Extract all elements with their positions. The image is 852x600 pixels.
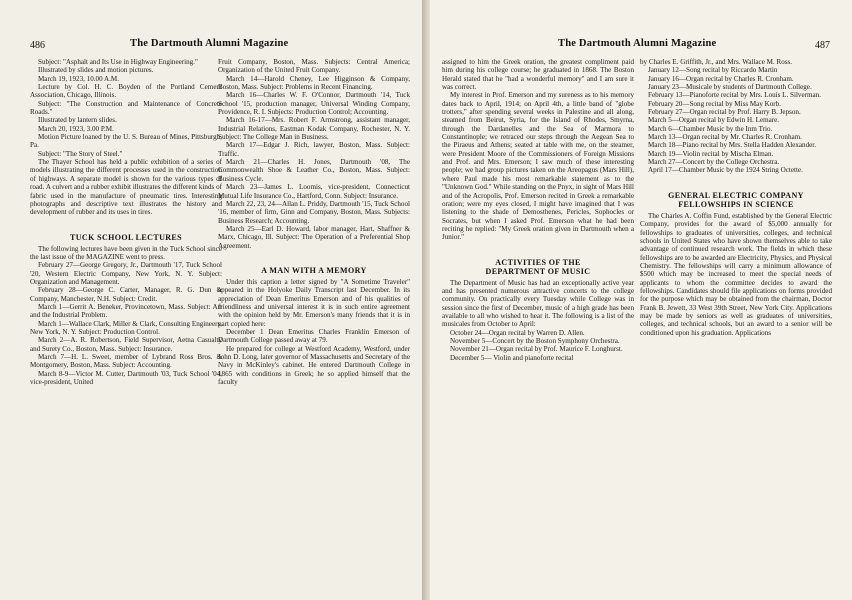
paragraph: The following lectures have been given in the Tuck School since the last issue of the MAGAZINE went to press.: [30, 244, 222, 261]
paragraph: by Charles E. Griffith, Jr., and Mrs. Wallace M. Ross.: [640, 58, 793, 66]
paragraph: February 27—Organ recital by Prof. Harry B. Jepson.: [648, 108, 801, 117]
paragraph: March 21—Charles H. Jones, Dartmouth '08, The Commonwealth Shoe & Leather Co., Boston, Mass. Subject: Business Cycle.: [218, 158, 410, 183]
paragraph: March 1—Wallace Clark, Miller & Clark, Consulting Engineers, New York, N. Y. Subject: Production Control.: [30, 319, 222, 336]
paragraph: assigned to him the Greek oration, the greatest compliment paid him during his college course; he graduated in 1868. The Boston Herald stated that he "had a wonderful memory" and I am sure it was correct.: [442, 58, 634, 92]
paragraph: March 17—Edgar J. Rich, lawyer, Boston, Mass. Subject: Traffic.: [218, 141, 410, 158]
paragraph: Illustrated by lantern slides.: [38, 116, 117, 125]
paragraph: Under this caption a letter signed by "A Sometime Traveler" appeared in the Holyoke Daily Transcript last December. In its appreciation of Dean Emeritus Emerson and of his qualities of friendliness and universal interest it is in such entire agreement with the opinion held by Mr. Emerson's many friends that it is in part copied here:: [218, 277, 410, 328]
paragraph: February 28—George C. Carter, Manager, R. G. Dun & Company, Manchester, N.H. Subject: Credit.: [30, 286, 222, 303]
section-heading: A MAN WITH A MEMORY: [261, 265, 367, 275]
paragraph: December 1 Dean Emeritus Charles Franklin Emerson of Dartmouth College passed away at 79.: [218, 327, 410, 345]
right-column-2: [640, 58, 832, 337]
paragraph: Subject: "Asphalt and Its Use in Highway Engineering.": [38, 58, 198, 66]
paragraph: January 16—Organ recital by Charles R. Cronham.: [648, 74, 794, 83]
paragraph: Fruit Company, Boston, Mass. Subjects: Central America; Organization of the United Fruit Company.: [218, 58, 410, 75]
paragraph: March 7—H. L. Sweet, member of Lybrand Ross Bros. & Montgomery, Boston, Mass. Subject: Accounting.: [30, 353, 222, 370]
paragraph: March 27—Concert by the College Orchestra.: [648, 158, 780, 167]
paragraph: November 21—Organ recital by Prof. Maurice F. Longhurst.: [450, 345, 623, 354]
page-number: 486: [30, 40, 45, 51]
paragraph: October 24—Organ recital by Warren D. Allen.: [450, 328, 585, 337]
heading-line: GENERAL ELECTRIC COMPANY: [668, 190, 804, 200]
paragraph: March 13—Organ recital by Mr. Charles R. Cronham.: [648, 133, 802, 142]
heading-line: ACTIVITIES OF THE: [495, 257, 581, 267]
paragraph: The Charles A. Coffin Fund, established by the General Electric Company, provides for the award of $5,000 annually for fellowships to graduates of universities, colleges, and technical schools in United States who have shown themselves able to take advantage of continued research work. The fields in which these fellowships are to be awarded are Electricity, Physics, and Physical Chemistry. The fellowships will carry a minimum allowance of $500 which may be increased to meet the special needs of applicants to whom the committee decides to award the fellowships. Candidates should file applications on forms provided for the purpose which may be obtained from the chairman, Doctor Frank B. Jewett, 33 West 39th Street, New York City. Applications may be made by seniors as well as graduates of universities, colleges, and technical schools, but an award to a senior will be conditioned upon his graduation. Applications: [640, 211, 832, 337]
left-page: [0, 0, 422, 600]
section-heading: [640, 191, 832, 209]
paragraph: March 19—Violin recital by Mischa Elman.: [648, 149, 774, 158]
paragraph: February 13—Pianoforte recital by Mrs. Louis L. Silverman.: [648, 91, 821, 100]
paragraph: March 1—Gerrit A. Beneker, Provincetown, Mass. Subject: Art and the Industrial Problem.: [30, 302, 222, 320]
running-title: The Dartmouth Alumni Magazine: [558, 38, 717, 49]
paragraph: January 23—Musicale by students of Dartmouth College.: [648, 83, 812, 92]
running-title: The Dartmouth Alumni Magazine: [130, 38, 289, 49]
paragraph: March 18—Piano recital by Mrs. Stella Hadden Alexander.: [648, 141, 817, 150]
paragraph: March 16—Charles W. F. O'Connor, Dartmouth '14, Tuck School '15, production manager, Universal Winding Company, Providence, R. I. Subjects: Production Control; Accounting.: [218, 91, 410, 117]
paragraph: March 16-17—Mrs. Robert F. Armstrong, assistant manager, Industrial Relations, Eastman Kodak Company, Rochester, N. Y. Subject: The College Man in Business.: [218, 116, 410, 142]
left-column-2: [218, 58, 410, 386]
left-column-1: [30, 58, 222, 386]
paragraph: March 6—Chamber Music by the Inm Trio.: [648, 124, 773, 133]
paragraph: The Thayer School has held a public exhibition of a series of models illustrating the different processes used in the construction of highways. A separate model is shown for the various types of road. A culvert and a rubber exhibit illustrates the different kinds of fabric used in the manufacture of pneumatic tires. Interesting photographs and descriptive text illustrates the history and development of rubber and its uses in tires.: [30, 158, 222, 217]
paragraph: Lecture by Col. H. C. Boyden of the Portland Cement Association, Chicago, Illinois.: [30, 83, 222, 100]
paragraph: March 2—A. R. Robertson, Field Supervisor, Aetna Casualty and Surety Co., Boston, Mass. Subject: Insurance.: [30, 336, 222, 353]
paragraph: March 20, 1923, 3.00 P.M.: [38, 124, 114, 133]
paragraph: December 5— Violin and pianoforte recital: [450, 353, 574, 362]
paragraph: Subject: "The Story of Steel.": [38, 149, 123, 158]
paragraph: March 14—Harold Cheney, Lee Higginson & Company, Boston, Mass. Subject: Problems in Recent Financing.: [218, 74, 410, 92]
paragraph: February 20—Song recital by Miss May Korb.: [648, 99, 781, 108]
paragraph: January 12—Song recital by Riccardo Martin: [648, 66, 778, 75]
paragraph: Motion Picture loaned by the U. S. Bureau of Mines, Pittsburgh, Pa.: [30, 133, 222, 150]
paragraph: March 5—Organ recital by Edwin H. Lemare.: [648, 116, 780, 125]
heading-line: FELLOWSHIPS IN SCIENCE: [678, 199, 794, 209]
section-heading: [442, 258, 634, 276]
paragraph: He prepared for college at Westford Academy, Westford, under John D. Long, later governor of Massachusetts and Secretary of the Navy in McKinley's cabinet. He entered Dartmouth College in 1865 with conditions in Greek; he so applied himself that the faculty: [218, 344, 410, 387]
section-heading: TUCK SCHOOL LECTURES: [69, 232, 183, 242]
paragraph: April 17—Chamber Music by the 1924 String Octette.: [648, 166, 803, 175]
paragraph: March 23—James L. Loomis, vice-president, Connecticut Mutual Life Insurance Co., Hartford, Conn. Subject: Insurance.: [218, 183, 410, 200]
paragraph: My interest in Prof. Emerson and my sureness as to his memory dates back to April, 1914; on April 4th, a little band of "globe trotters," after spending several weeks in Palestine and all along, steamed from Beirut, Syria, for the Island of Rhodes, Smyrna, through the Dardanelles and the Sea of Marmora to Constantinople; we retraced our steps through the Aegean Sea to the Piraeus and Athens; seated at table with me, on the steamer, were President Moore of the Commissioners of Foreign Missions and Prof. and Mrs. Emerson; I saw much of these interesting people; we had group pictures taken on the Areopagus (Mars Hill), where Paul made his most remarkable statement as to the "Unknown God." While standing on the Pnyx, in sight of Mars Hill and of the Acropolis, Prof. Emerson recited in Greek a remarkable oration; were my eyes closed, I might have imagined that I was listening to the shade of Demosthenes, Pericles, Sophocles or Socrates, but when I asked Prof. Emerson what he had been reciting he replied: "My Greek oration given in Dartmouth when a Junior.": [442, 91, 634, 242]
paragraph: Illustrated by slides and motion pictures.: [38, 66, 154, 75]
paragraph: March 19, 1923, 10.00 A.M.: [38, 74, 119, 83]
book-gutter: [422, 0, 430, 600]
paragraph: Subject: "The Construction and Maintenance of Concrete Roads.": [30, 99, 222, 117]
paragraph: March 25—Earl D. Howard, labor manager, Hart, Shaffner & Marx, Chicago, Ill. Subject: The Operation of a Preferential Shop Agreement.: [218, 224, 410, 250]
paragraph: The Department of Music has had an exceptionally active year and has presented numerous attractive concerts to the college community. On practically every Tuesday while College was in session since the first of December, music of a high grade has been available to all who wished to hear it. The following is a list of the musicales from October to April:: [442, 278, 634, 329]
paragraph: February 27—George Gregory, Jr., Dartmouth '17, Tuck School '20, Western Electric Company, New York, N. Y. Subject: Organization and Management.: [30, 261, 222, 286]
paragraph: March 22, 23, 24—Allan L. Priddy, Dartmouth '15, Tuck School '16, member of firm, Ginn and Company, Boston, Mass. Subjects: Business Research; Accounting.: [218, 199, 410, 225]
right-column-1: [442, 58, 634, 362]
right-page: [430, 0, 852, 600]
page-number: 487: [815, 40, 830, 51]
paragraph: March 8-9—Victor M. Cutter, Dartmouth '03, Tuck School '04, vice-president, United: [30, 369, 222, 387]
paragraph: November 5—Concert by the Boston Symphony Orchestra.: [450, 336, 620, 345]
heading-line: DEPARTMENT OF MUSIC: [485, 266, 591, 276]
